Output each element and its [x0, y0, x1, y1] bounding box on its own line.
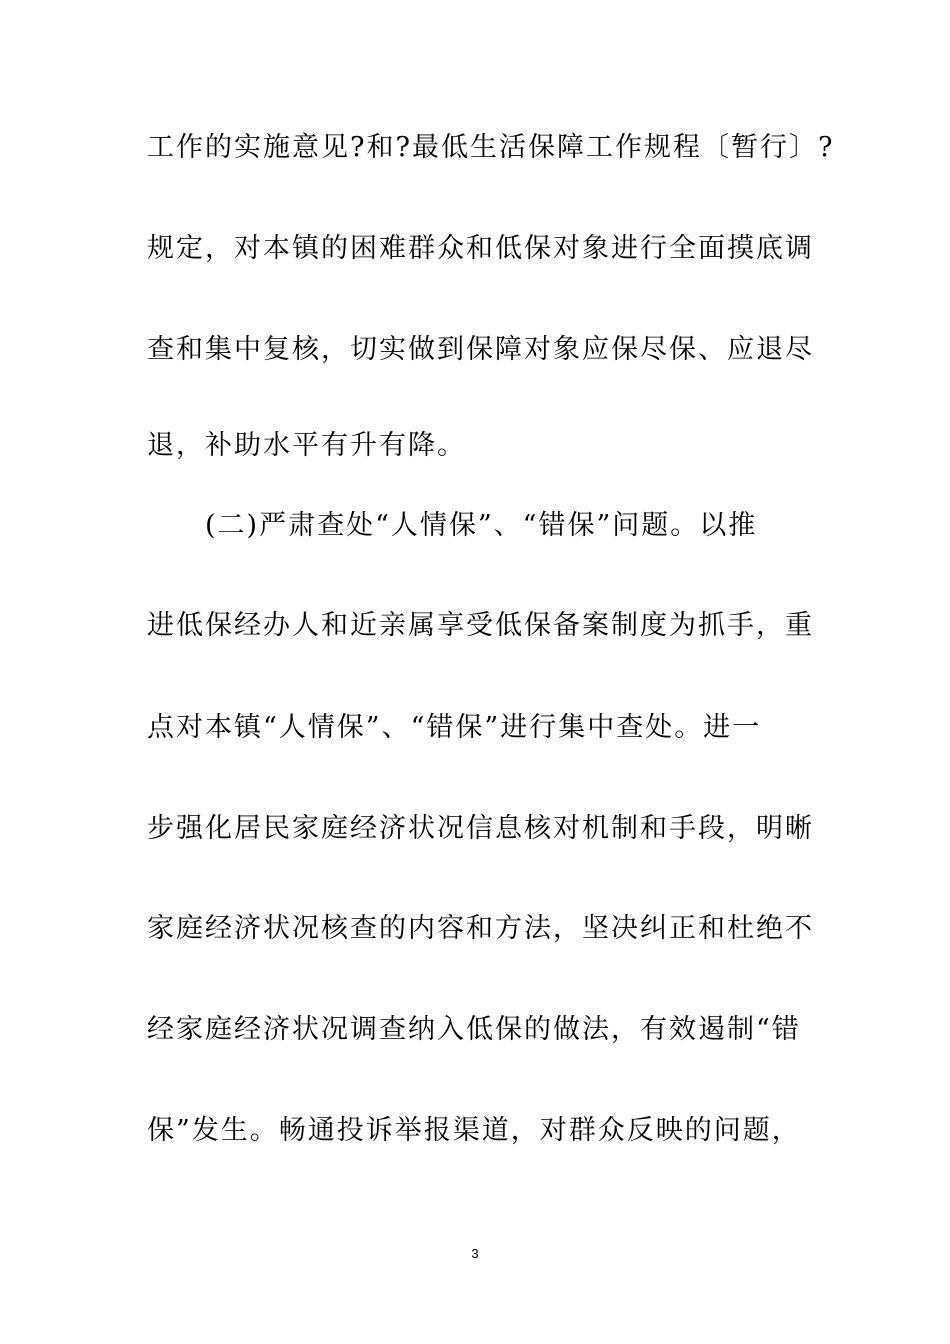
text-line: 步强化居民家庭经济状况信息核对机制和手段，明晰	[147, 813, 814, 844]
text-line: 家庭经济状况核查的内容和方法，坚决纠正和杜绝不	[147, 913, 814, 944]
text-line: 工作的实施意见?和?最低生活保障工作规程〔暂行〕?	[147, 132, 835, 163]
text-line: 规定，对本镇的困难群众和低保对象进行全面摸底调	[147, 233, 814, 264]
section-heading-line: (二)严肃查处“人情保”、“错保”问题。以推	[205, 510, 758, 541]
text-line: 退，补助水平有升有降。	[147, 430, 466, 461]
page-number: 3	[471, 1246, 479, 1261]
text-line: 点对本镇“人情保”、“错保”进行集中查处。进一	[147, 712, 762, 743]
text-line: 进低保经办人和近亲属享受低保备案制度为抓手，重	[147, 610, 814, 641]
text-line: 经家庭经济状况调查纳入低保的做法，有效遏制“错	[147, 1014, 801, 1045]
text-line: 查和集中复核，切实做到保障对象应保尽保、应退尽	[147, 334, 814, 365]
text-line: 保”发生。畅通投诉举报渠道，对群众反映的问题，	[147, 1115, 801, 1146]
